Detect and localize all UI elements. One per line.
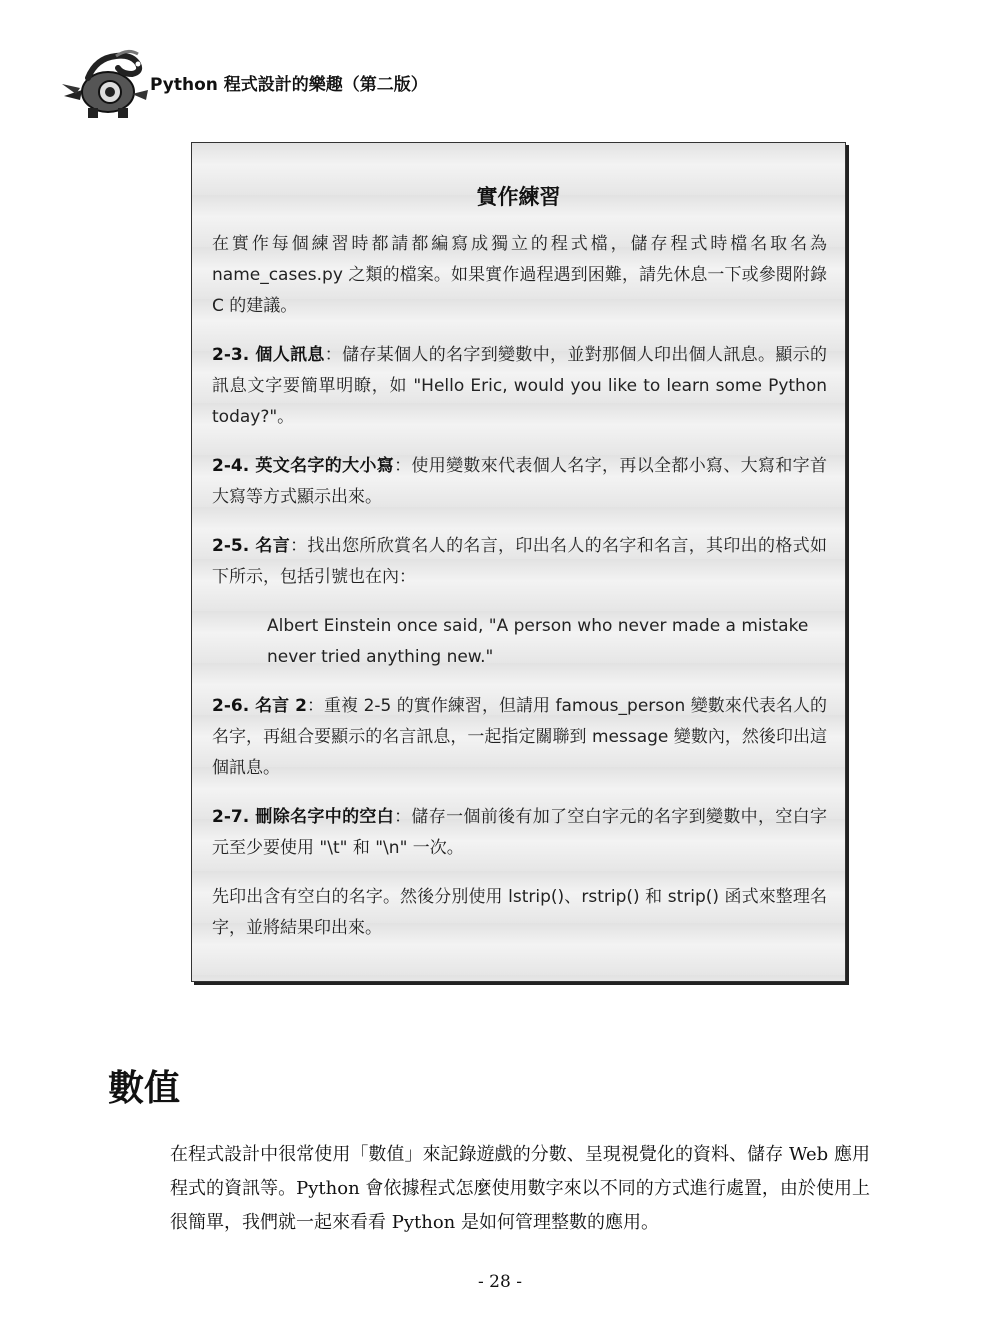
page-number: - 28 - xyxy=(478,1272,522,1292)
book-title: Python 程式設計的樂趣（第二版） xyxy=(150,75,428,95)
exercise-box xyxy=(191,142,846,982)
exercise-label: 2-4. 英文名字的大小寫 xyxy=(212,456,395,476)
exercise-label: 2-7. 刪除名字中的空白 xyxy=(212,807,395,827)
exercise-item xyxy=(212,531,827,593)
exercise-intro: 在實作每個練習時都請都編寫成獨立的程式檔，儲存程式時檔名取名為 name_cases.py 之類的檔案。如果實作過程遇到困難，請先休息一下或參閱附錄 C 的建議。 xyxy=(212,234,827,316)
exercise-label: 2-3. 個人訊息 xyxy=(212,345,325,365)
exercise-text: ：找出您所欣賞名人的名言，印出名人的名字和名言，其印出的格式如下所示，包括引號也在內： xyxy=(212,536,828,587)
exercise-label: 2-6. 名言 2 xyxy=(212,696,307,716)
exercise-item xyxy=(212,691,827,784)
exercise-item xyxy=(212,451,827,513)
exercise-text: ：儲存一個前後有加了空白字元的名字到變數中，空白字元至少要使用 "\t" 和 "\n" 一次。 xyxy=(212,807,828,858)
exercise-text: ：使用變數來代表個人名字，再以全都小寫、大寫和字首大寫等方式顯示出來。 xyxy=(212,456,828,507)
page-header xyxy=(58,44,658,124)
exercise-closing: 先印出含有空白的名字。然後分別使用 lstrip()、rstrip() 和 strip() 函式來整理名字，並將結果印出來。 xyxy=(212,887,827,938)
exercise-box-body xyxy=(212,229,827,962)
snake-robot-logo-icon xyxy=(58,44,152,120)
exercise-text: ：重複 2-5 的實作練習，但請用 famous_person 變數來代表名人的名字，再組合要顯示的名言訊息，一起指定關聯到 message 變數內，然後印出這個訊息。 xyxy=(212,696,827,778)
exercise-quote: Albert Einstein once said, "A person who never made a mistake never tried anything new." xyxy=(267,616,809,667)
section-heading: 數值 xyxy=(108,1068,181,1109)
exercise-item xyxy=(212,340,827,433)
exercise-label: 2-5. 名言 xyxy=(212,536,291,556)
exercise-item xyxy=(212,802,827,864)
exercise-box-title: 實作練習 xyxy=(476,185,561,209)
exercise-text: ：儲存某個人的名字到變數中，並對那個人印出個人訊息。顯示的訊息文字要簡單明瞭，如 "Hello Eric, would you like to learn some Python today?"。 xyxy=(212,345,828,427)
section-paragraph: 在程式設計中很常使用「數值」來記錄遊戲的分數、呈現視覺化的資料、儲存 Web 應用程式的資訊等。Python 會依據程式怎麼使用數字來以不同的方式進行處置，由於使用上很簡單，我們就一起來看看 Python 是如何管理整數的應用。 xyxy=(170,1144,870,1233)
